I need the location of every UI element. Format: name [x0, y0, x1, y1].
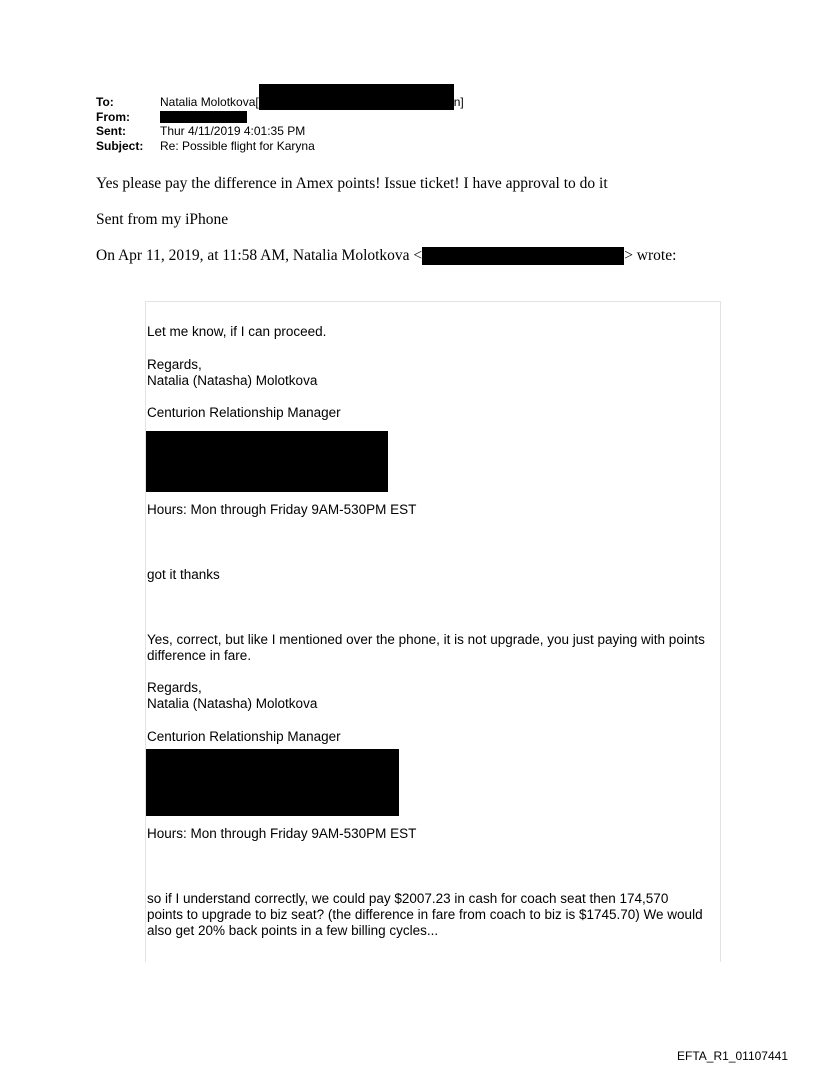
subject-label: Subject: [96, 138, 144, 153]
quoted-regards-1: Regards, [147, 357, 202, 372]
quoted-title-2: Centurion Relationship Manager [147, 729, 341, 744]
to-name: Natalia Molotkova[ [160, 95, 259, 109]
quoted-proceed: Let me know, if I can proceed. [147, 324, 327, 339]
signature-redaction-1 [146, 431, 388, 492]
to-tail: n] [453, 95, 464, 109]
from-value [160, 110, 247, 125]
subject-value: Re: Possible flight for Karyna [160, 138, 315, 153]
reply-quote-intro [96, 247, 676, 265]
quote-intro-end: > wrote: [624, 247, 677, 264]
from-label: From: [96, 109, 130, 124]
signature-redaction-2 [146, 749, 399, 816]
quoted-hours-1: Hours: Mon through Friday 9AM-530PM EST [147, 502, 417, 517]
bates-number: EFTA_R1_01107441 [677, 1049, 788, 1063]
quoted-regards-2: Regards, [147, 680, 202, 695]
quoted-got-it: got it thanks [147, 567, 220, 582]
reply-signature: Sent from my iPhone [96, 211, 229, 228]
to-value [160, 95, 464, 110]
quoted-correct: Yes, correct, but like I mentioned over the phone, it is not upgrade, you just paying with points difference in fare. [147, 632, 705, 663]
to-label: To: [96, 95, 114, 109]
quoted-name-1: Natalia (Natasha) Molotkova [147, 373, 318, 388]
to-email-redaction [259, 84, 454, 110]
sent-value: Thur 4/11/2019 4:01:35 PM [160, 124, 306, 138]
quoted-hours-2: Hours: Mon through Friday 9AM-530PM EST [147, 826, 417, 841]
quoted-title-1: Centurion Relationship Manager [147, 405, 341, 420]
sender-email-redaction [422, 247, 624, 265]
quoted-question: so if I understand correctly, we could pay $2007.23 in cash for coach seat then 174,570 points to upgrade to biz seat? (the difference in fare from coach to biz is $1745.70) We would also get 20% back points in a few billing cycles... [147, 891, 703, 938]
quoted-name-2: Natalia (Natasha) Molotkova [147, 696, 318, 711]
sent-label: Sent: [96, 124, 126, 138]
quote-intro-start: On Apr 11, 2019, at 11:58 AM, Natalia Molotkova < [96, 247, 423, 264]
from-redaction [160, 111, 247, 123]
reply-line-1: Yes please pay the difference in Amex points! Issue ticket! I have approval to do it [96, 175, 608, 192]
